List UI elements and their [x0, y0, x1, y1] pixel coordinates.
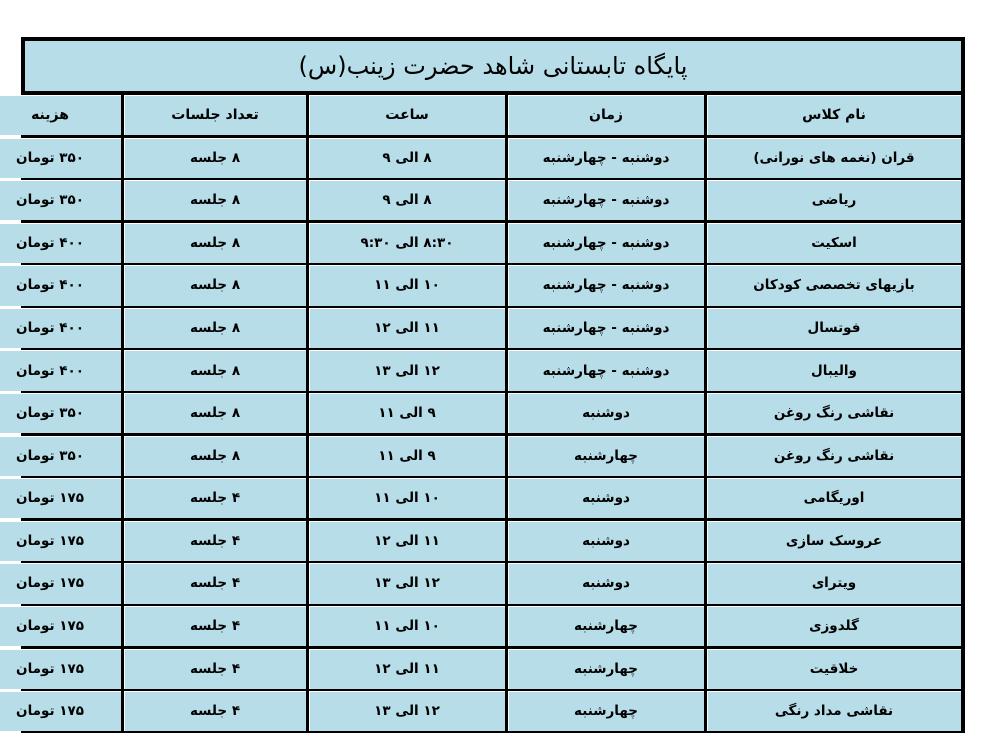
table-cell-days: دوشنبه - چهارشنبه: [508, 180, 704, 220]
table-cell-sessions: ۸ جلسه: [124, 138, 306, 178]
table-cell-price: ۱۷۵ تومان: [0, 521, 121, 561]
table-cell-class-name: اوریگامی: [707, 478, 961, 518]
table-cell-days: دوشنبه: [508, 478, 704, 518]
table-cell-sessions: ۴ جلسه: [124, 521, 306, 561]
table-cell-class-name: گلدوزی: [707, 606, 961, 646]
table-cell-days: چهارشنبه: [508, 691, 704, 731]
table-cell-sessions: ۸ جلسه: [124, 308, 306, 348]
table-cell-time: ۸ الی ۹: [309, 138, 505, 178]
table-cell-days: دوشنبه: [508, 521, 704, 561]
table-cell-time: ۹ الی ۱۱: [309, 393, 505, 433]
table-cell-sessions: ۸ جلسه: [124, 393, 306, 433]
table-cell-price: ۱۷۵ تومان: [0, 478, 121, 518]
table-cell-price: ۴۰۰ تومان: [0, 308, 121, 348]
table-cell-class-name: نقاشی رنگ روغن: [707, 393, 961, 433]
table-title: پایگاه تابستانی شاهد حضرت زینب(س): [25, 41, 961, 91]
table-cell-class-name: قران (نغمه های نورانی): [707, 138, 961, 178]
table-grid: [16, 95, 961, 733]
table-cell-time: ۸:۳۰ الی ۹:۳۰: [309, 223, 505, 263]
table-cell-sessions: ۴ جلسه: [124, 606, 306, 646]
table-cell-days: دوشنبه: [508, 563, 704, 603]
column-header-days: زمان: [508, 95, 704, 135]
table-cell-class-name: نقاشی مداد رنگی: [707, 691, 961, 731]
table-cell-days: چهارشنبه: [508, 436, 704, 476]
table-cell-time: ۱۱ الی ۱۲: [309, 649, 505, 689]
table-cell-time: ۱۲ الی ۱۳: [309, 350, 505, 390]
table-cell-price: ۱۷۵ تومان: [0, 691, 121, 731]
table-cell-price: ۱۷۵ تومان: [0, 606, 121, 646]
table-cell-price: ۴۰۰ تومان: [0, 350, 121, 390]
table-cell-price: ۳۵۰ تومان: [0, 393, 121, 433]
table-cell-price: ۳۵۰ تومان: [0, 180, 121, 220]
table-cell-days: دوشنبه - چهارشنبه: [508, 308, 704, 348]
table-cell-sessions: ۴ جلسه: [124, 478, 306, 518]
table-cell-days: چهارشنبه: [508, 606, 704, 646]
table-cell-time: ۱۰ الی ۱۱: [309, 478, 505, 518]
table-cell-class-name: اسکیت: [707, 223, 961, 263]
table-cell-sessions: ۸ جلسه: [124, 350, 306, 390]
table-cell-sessions: ۸ جلسه: [124, 223, 306, 263]
table-cell-time: ۱۱ الی ۱۲: [309, 308, 505, 348]
table-cell-price: ۳۵۰ تومان: [0, 436, 121, 476]
table-cell-time: ۱۰ الی ۱۱: [309, 265, 505, 305]
table-cell-days: دوشنبه - چهارشنبه: [508, 138, 704, 178]
table-cell-sessions: ۸ جلسه: [124, 436, 306, 476]
table-cell-sessions: ۸ جلسه: [124, 265, 306, 305]
table-cell-class-name: نقاشی رنگ روغن: [707, 436, 961, 476]
table-cell-price: ۴۰۰ تومان: [0, 223, 121, 263]
table-cell-time: ۸ الی ۹: [309, 180, 505, 220]
table-cell-class-name: بازیهای تخصصی کودکان: [707, 265, 961, 305]
table-cell-class-name: ریاضی: [707, 180, 961, 220]
table-cell-sessions: ۴ جلسه: [124, 563, 306, 603]
table-cell-sessions: ۸ جلسه: [124, 180, 306, 220]
table-cell-class-name: فوتسال: [707, 308, 961, 348]
table-cell-time: ۱۰ الی ۱۱: [309, 606, 505, 646]
table-cell-price: ۴۰۰ تومان: [0, 265, 121, 305]
table-cell-time: ۱۲ الی ۱۳: [309, 563, 505, 603]
table-cell-time: ۹ الی ۱۱: [309, 436, 505, 476]
table-cell-days: دوشنبه - چهارشنبه: [508, 265, 704, 305]
column-header-time: ساعت: [309, 95, 505, 135]
table-cell-class-name: ویترای: [707, 563, 961, 603]
table-cell-days: دوشنبه - چهارشنبه: [508, 350, 704, 390]
table-cell-price: ۱۷۵ تومان: [0, 563, 121, 603]
table-cell-time: ۱۱ الی ۱۲: [309, 521, 505, 561]
table-cell-class-name: والیبال: [707, 350, 961, 390]
table-cell-price: ۳۵۰ تومان: [0, 138, 121, 178]
column-header-sessions: تعداد جلسات: [124, 95, 306, 135]
table-cell-price: ۱۷۵ تومان: [0, 649, 121, 689]
table-cell-class-name: خلاقیت: [707, 649, 961, 689]
table-cell-sessions: ۴ جلسه: [124, 691, 306, 731]
schedule-table: [16, 37, 965, 733]
table-cell-days: دوشنبه - چهارشنبه: [508, 223, 704, 263]
table-cell-days: چهارشنبه: [508, 649, 704, 689]
table-cell-time: ۱۲ الی ۱۳: [309, 691, 505, 731]
table-cell-sessions: ۴ جلسه: [124, 649, 306, 689]
table-cell-class-name: عروسک سازی: [707, 521, 961, 561]
column-header-price: هزینه: [0, 95, 121, 135]
table-cell-days: دوشنبه: [508, 393, 704, 433]
column-header-class-name: نام کلاس: [707, 95, 961, 135]
